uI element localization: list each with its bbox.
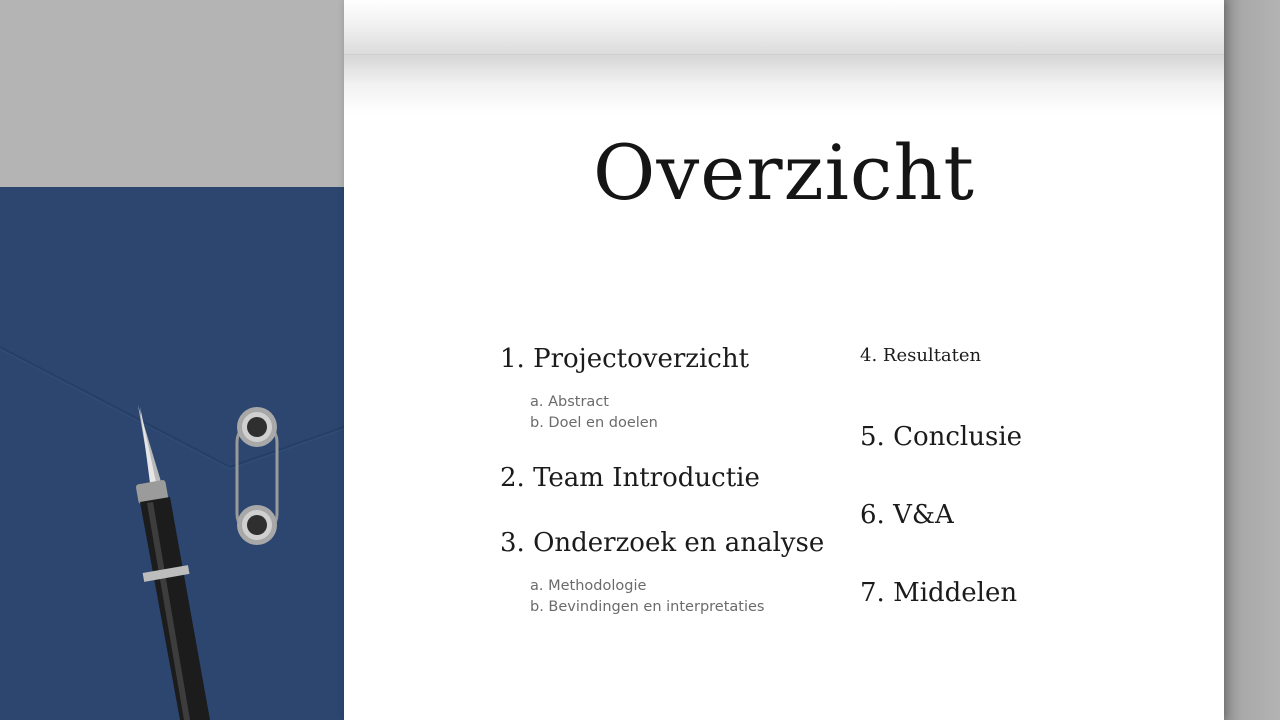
agenda-subitem-3a: a. Methodologie — [530, 578, 647, 594]
agenda-subitem-1a: a. Abstract — [530, 394, 609, 410]
agenda-item-6: 6. V&A — [860, 500, 954, 530]
agenda-item-3: 3. Onderzoek en analyse — [500, 528, 825, 558]
agenda-item-2: 2. Team Introductie — [500, 463, 760, 493]
slide-title: Overzicht — [593, 128, 975, 217]
agenda-subitem-1b: b. Doel en doelen — [530, 415, 658, 431]
paper-fold-shadow — [344, 55, 1224, 115]
agenda-item-5: 5. Conclusie — [860, 422, 1023, 452]
slide-paper — [344, 0, 1224, 720]
string-clasp-icon — [237, 407, 277, 545]
envelope-background — [0, 187, 344, 720]
agenda-item-1: 1. Projectoverzicht — [500, 344, 750, 374]
agenda-item-7: 7. Middelen — [860, 578, 1018, 608]
paper-fold — [344, 0, 1224, 55]
agenda-subitem-3b: b. Bevindingen en interpretaties — [530, 599, 765, 615]
envelope-illustration — [0, 187, 344, 720]
backdrop-gray — [0, 0, 344, 187]
agenda-item-4: 4. Resultaten — [860, 345, 982, 366]
right-shadow-strip — [1224, 0, 1280, 720]
